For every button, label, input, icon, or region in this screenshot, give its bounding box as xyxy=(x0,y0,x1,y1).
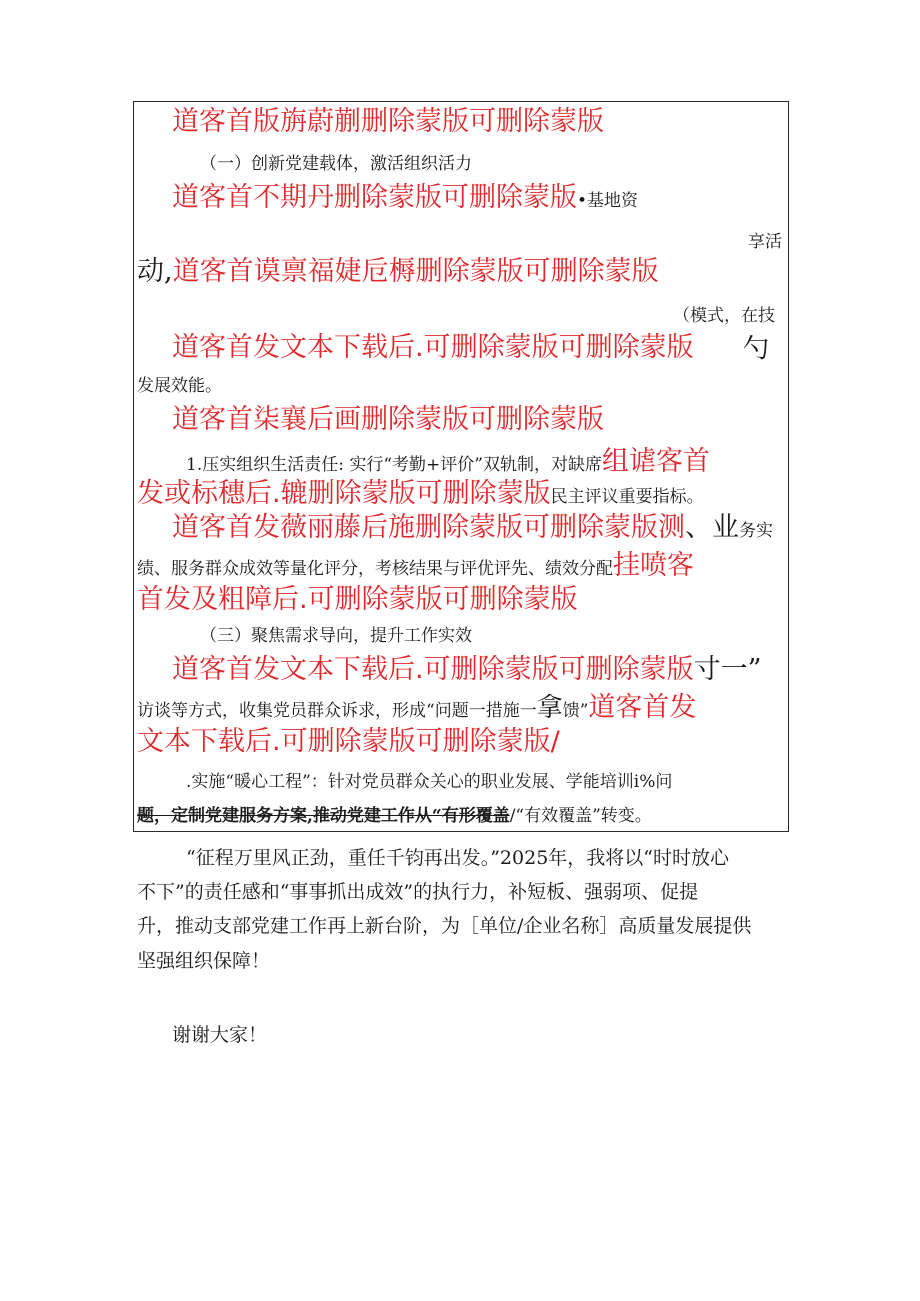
watermark-fragment: 道客首发文本下载后.可删除蒙版可删除蒙版 xyxy=(172,654,694,685)
watermark-fragment: 发或标穗后.辘删除蒙版可删除蒙版 xyxy=(137,478,551,509)
text-line xyxy=(172,514,773,541)
text-fragment: 务实 xyxy=(739,521,773,541)
text-fragment: /“有效覆盖”转变。 xyxy=(509,806,652,826)
text-line: .实施“暖心工程”：针对党员群众关心的职业发展、学能培训i%问 xyxy=(186,772,673,792)
watermark-fragment: 道客首谟禀福婕卮槈删除蒙版可删除蒙版 xyxy=(172,256,659,287)
watermark-fragment: 道客首发薇丽藤后施删除蒙版可删除蒙版测 xyxy=(172,512,685,543)
text-fragment: 享活 xyxy=(748,232,782,252)
text-fragment: 民主评议重要指标。 xyxy=(550,487,704,507)
text-fragment: 访谈等方式，收集党员群众诉求，形成“问题一措施一 xyxy=(137,701,537,721)
text-fragment: （模式，在技 xyxy=(673,306,775,326)
text-fragment: 寸一” xyxy=(693,654,762,685)
paragraph-line: 坚强组织保障！ xyxy=(137,950,271,972)
section-heading: （一）创新党建载体，激活组织活力 xyxy=(200,154,472,174)
text-line xyxy=(137,728,560,755)
text-line xyxy=(137,552,694,579)
paragraph-line: 升，推动支部党建工作再上新台阶，为［单位/企业名称］高质量发展提供 xyxy=(137,915,752,937)
text-fragment: / xyxy=(550,726,560,757)
text-line xyxy=(172,656,761,683)
text-fragment: 1.压实组织生活责任: 实行“考勤+评价”双轨制，对缺席 xyxy=(186,455,602,475)
watermark-fragment: 组谑客首 xyxy=(601,446,710,477)
text-fragment: 拿 xyxy=(536,693,563,723)
paragraph-line: 不下”的责任感和“事事抓出成效”的执行力，补短板、强弱项、促提 xyxy=(137,881,699,903)
text-fragment: 馈” xyxy=(562,701,589,721)
watermark-fragment: 道客首不期丹删除蒙版可删除蒙版 xyxy=(172,182,577,213)
text-line xyxy=(137,258,659,285)
watermark-fragment: 挂喷客 xyxy=(613,550,694,581)
text-fragment: 绩、服务群众成效等量化评分，考核结果与评优评先、绩效分配 xyxy=(137,559,613,579)
closing-line: 谢谢大家！ xyxy=(172,1024,268,1046)
watermark-fragment: 文本下载后.可删除蒙版可删除蒙版 xyxy=(137,726,551,757)
watermark-line: 道客首版旃蔚蒯删除蒙版可删除蒙版 xyxy=(172,106,604,137)
text-fragment: 动, xyxy=(137,256,173,287)
text-line xyxy=(172,184,638,211)
text-fragment: 、业 xyxy=(685,512,739,543)
text-line xyxy=(137,808,652,825)
section-heading: （三）聚焦需求导向，提升工作实效 xyxy=(200,626,472,646)
watermark-fragment: 道客首发文本下载后.可删除蒙版可删除蒙版 xyxy=(172,332,694,363)
text-fragment: 勺 xyxy=(743,334,770,364)
watermark-fragment: 道客首发 xyxy=(588,692,697,723)
text-fragment: •基地资 xyxy=(577,191,639,211)
watermark-line: 首发及粗障后.可删除蒙版可删除蒙版 xyxy=(137,584,578,615)
watermark-line: 道客首柒襄后画删除蒙版可删除蒙版 xyxy=(172,404,604,435)
text-line xyxy=(137,480,704,507)
struck-text: 题，定制党建服务方案,推动党建工作从“有形覆盖 xyxy=(137,806,510,826)
text-line xyxy=(186,448,710,475)
text-line: 发展效能。 xyxy=(137,376,222,396)
paragraph-line: “征程万里风正劲，重任千钧再出发。”2025年，我将以“时时放心 xyxy=(186,847,729,869)
text-line xyxy=(172,334,694,361)
text-line xyxy=(137,694,696,721)
